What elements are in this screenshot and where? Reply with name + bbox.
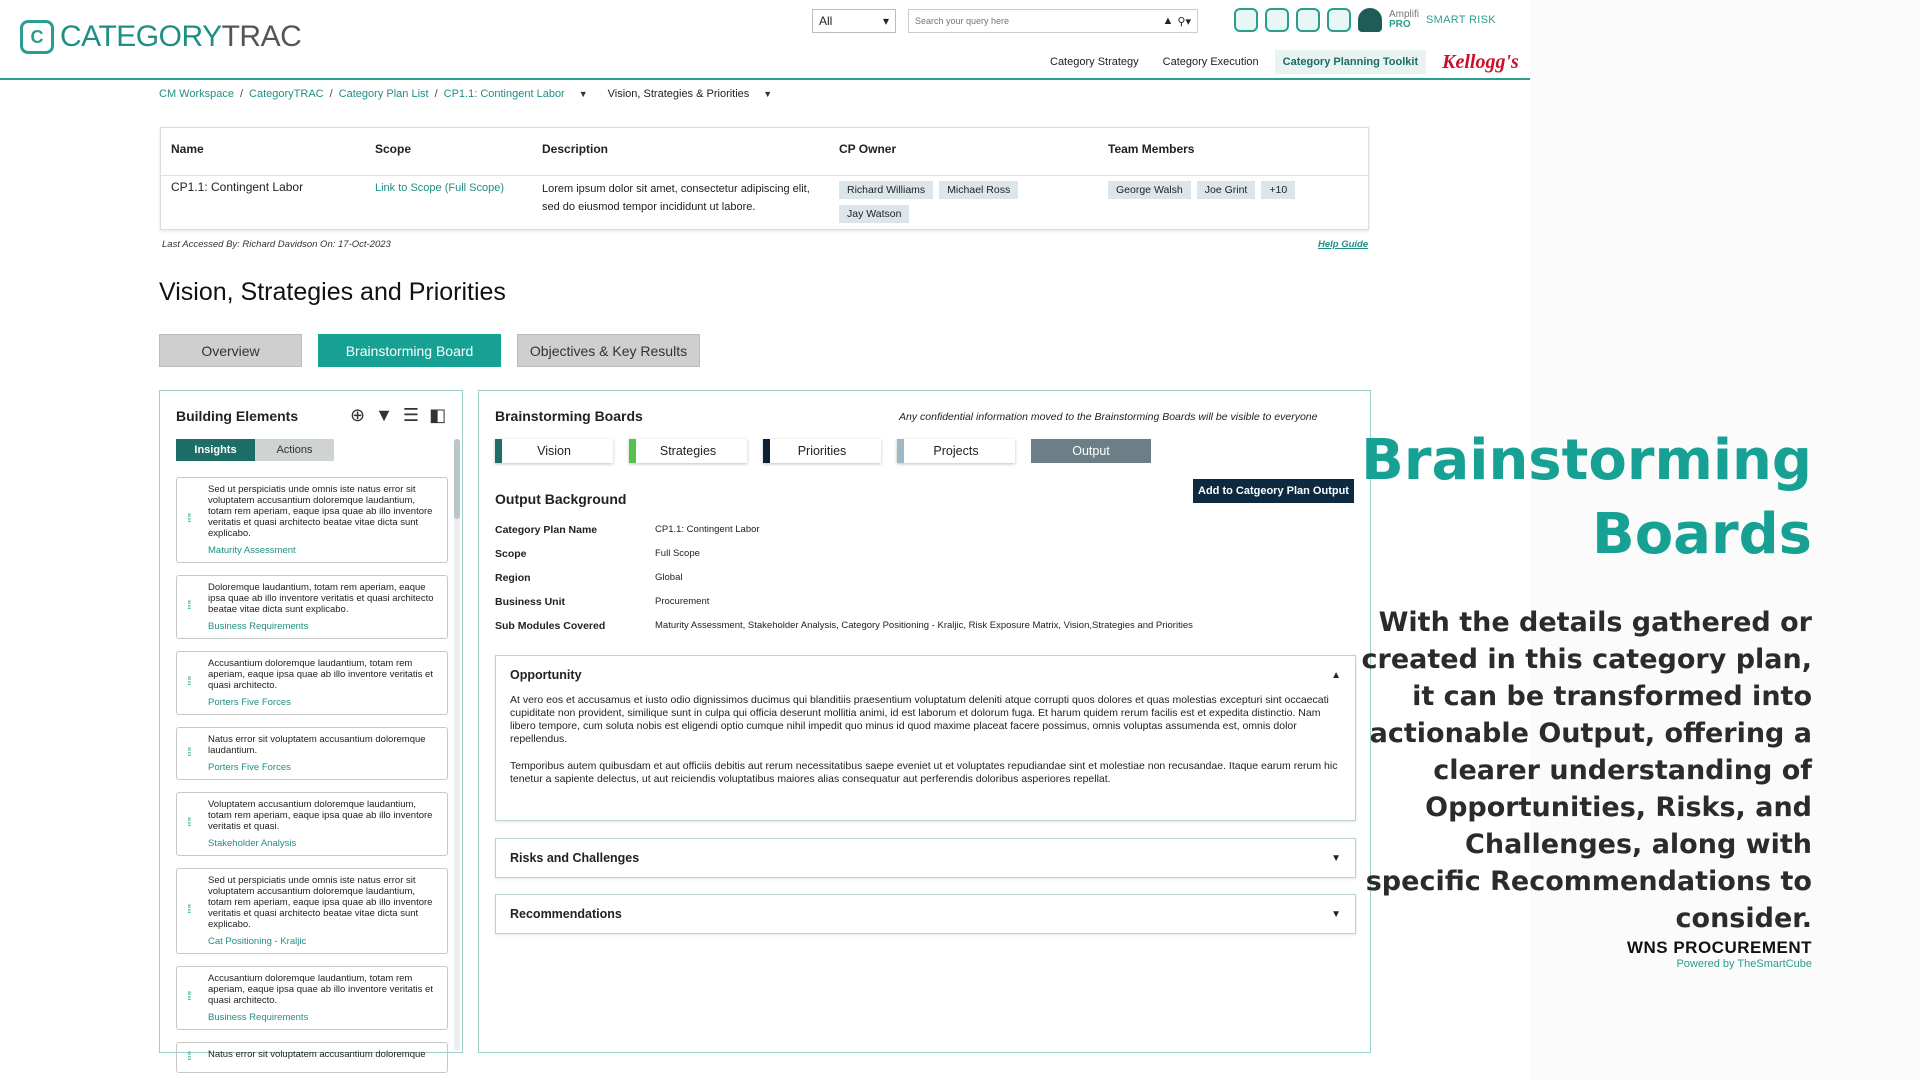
smart-risk-link[interactable]: SMART RISK [1426, 14, 1496, 26]
search-input[interactable] [915, 16, 1163, 26]
detail-key: Scope [495, 548, 527, 560]
board-tab-projects[interactable] [897, 439, 1015, 463]
amplifi-pro-label: PRO [1389, 19, 1411, 30]
brainstorming-boards-panel [478, 390, 1371, 1053]
building-elements-panel [159, 390, 463, 1063]
breadcrumb-category-plan-list[interactable]: Category Plan List [338, 88, 429, 100]
insight-card[interactable] [176, 966, 448, 1030]
page-title: Vision, Strategies and Priorities [159, 278, 506, 306]
card-tag: Stakeholder Analysis [208, 838, 297, 849]
col-header-team-members: Team Members [1108, 142, 1195, 156]
location-app-icon[interactable] [1296, 8, 1320, 32]
toggle-actions[interactable]: Actions [255, 439, 334, 461]
scrollbar-thumb[interactable] [454, 439, 460, 519]
card-text: Natus error sit voluptatem accusantium doloremque laudantium. [208, 734, 426, 756]
amplifi-pro-link[interactable] [1389, 10, 1419, 30]
card-tag: Porters Five Forces [208, 762, 291, 773]
drag-handle-icon[interactable]: ⁞⁞ [187, 815, 190, 829]
top-nav [1042, 50, 1519, 74]
team-members [1108, 181, 1301, 205]
detail-value: Global [655, 572, 683, 583]
add-to-plan-output-button[interactable]: Add to Catgeory Plan Output [1193, 479, 1354, 503]
app-launcher [1234, 8, 1496, 32]
kelloggs-logo: Kellogg's [1442, 50, 1519, 73]
col-header-cp-owner: CP Owner [839, 142, 897, 156]
drag-handle-icon[interactable]: ⁞⁞ [187, 1048, 190, 1063]
board-tab-vision[interactable] [495, 439, 613, 463]
caret-down-icon[interactable]: ▼ [578, 89, 588, 99]
board-tab-label: Vision [537, 444, 571, 458]
breadcrumb-separator: / [329, 88, 333, 100]
recommendations-section [495, 894, 1356, 934]
detail-key: Region [495, 572, 531, 584]
panel-scrollbar[interactable] [454, 439, 460, 1051]
tab-brainstorming-board[interactable]: Brainstorming Board [318, 334, 501, 367]
drag-handle-icon[interactable]: ⁞⁞ [187, 744, 190, 759]
chevron-up-icon[interactable]: ▲ [1331, 669, 1341, 681]
refresh-app-icon[interactable] [1327, 8, 1351, 32]
table-divider [161, 175, 1368, 176]
scope-select-value: All [819, 14, 833, 28]
card-text: Sed ut perspiciatis unde omnis iste natus error sit voluptatem accusantium doloremque laudantium, totam rem aperiam, eaque ipsa quae ab illo inventore veritatis et quasi architecto beatae vitae dicta sunt explicabo. [208, 875, 433, 930]
plan-name: CP1.1: Contingent Labor [171, 180, 304, 194]
building-elements-title: Building Elements [176, 408, 299, 424]
promo-title-line: Boards [1592, 502, 1812, 567]
detail-key: Business Unit [495, 596, 566, 608]
card-tag: Business Requirements [208, 621, 309, 632]
risks-section [495, 838, 1356, 878]
board-tab-label: Projects [933, 444, 979, 458]
nav-category-strategy[interactable]: Category Strategy [1050, 56, 1139, 68]
amplifi-label: Amplifi [1389, 9, 1420, 20]
breadcrumb-separator: / [434, 88, 438, 100]
tab-overview[interactable]: Overview [159, 334, 302, 367]
panel-toolbar [350, 405, 446, 426]
detail-key: Category Plan Name [495, 524, 598, 536]
wns-brand: WNS PROCUREMENT [1626, 938, 1812, 957]
tab-objectives-key-results[interactable]: Objectives & Key Results [517, 334, 700, 367]
breadcrumb-cm-workspace[interactable]: CM Workspace [159, 88, 234, 100]
col-header-name: Name [171, 142, 204, 156]
breadcrumb-current[interactable]: Vision, Strategies & Priorities [607, 88, 750, 100]
section-tabs [159, 334, 700, 367]
owner-chip[interactable]: Michael Ross [939, 181, 1018, 199]
opportunity-body [496, 694, 1355, 786]
board-tab-strategies[interactable] [629, 439, 747, 463]
detail-value: CP1.1: Contingent Labor [655, 524, 760, 535]
drag-handle-icon[interactable]: ⁞⁞ [187, 902, 190, 916]
plan-info-table [160, 127, 1369, 230]
board-tab-label: Strategies [659, 444, 717, 458]
card-tag: Porters Five Forces [208, 697, 291, 708]
breadcrumb [159, 88, 772, 100]
more-members-chip[interactable]: +10 [1261, 181, 1295, 199]
detail-key: Sub Modules Covered [495, 620, 606, 632]
promo-title [1361, 424, 1812, 572]
board-tabs [495, 439, 1151, 463]
member-chip[interactable]: Joe Grint [1197, 181, 1256, 199]
logo-text-category: CATEGORY [60, 20, 222, 53]
board-tab-color-bar [629, 439, 636, 463]
toggle-insights[interactable]: Insights [176, 439, 255, 461]
drag-handle-icon[interactable]: ⁞⁞ [187, 511, 190, 525]
insight-card[interactable] [176, 792, 448, 856]
insight-card[interactable] [176, 575, 448, 639]
opportunity-header[interactable] [496, 656, 1355, 694]
detail-value: Maturity Assessment, Stakeholder Analysis, Category Positioning - Kraljic, Risk Exposure Matrix, Vision,Strategies and Priorities [655, 620, 1193, 631]
col-header-description: Description [542, 142, 609, 156]
categorytrac-logo-icon: C [20, 20, 54, 54]
member-chip[interactable]: George Walsh [1108, 181, 1191, 199]
wns-procurement-logo [1627, 938, 1812, 970]
detail-value: Full Scope [655, 548, 700, 559]
recommendations-title: Recommendations [510, 907, 622, 921]
drag-handle-icon[interactable]: ⁞⁞ [187, 989, 190, 1003]
insight-card[interactable] [176, 477, 448, 563]
last-accessed: Last Accessed By: Richard Davidson On: 17-Oct-2023 [162, 239, 391, 250]
board-tab-color-bar [763, 439, 770, 463]
chevron-down-icon[interactable]: ▼ [1331, 908, 1341, 920]
opportunity-paragraph: Temporibus autem quibusdam et aut officiis debitis aut rerum necessitatibus saepe eveniet ut et voluptates repudiandae sint et molestiae non recusandae. Itaque earum rerum hic tenetur a sapiente delectus, ut aut reiciendis voluptatibus maiores alias consequatur aut perferendis doloribus asperiores repellat. [510, 760, 1338, 785]
drag-handle-icon[interactable]: ⁞⁞ [187, 598, 190, 612]
confidential-note: Any confidential information moved to the Brainstorming Boards will be visible to everyone [899, 411, 1318, 423]
detail-value: Procurement [655, 596, 710, 607]
drag-handle-icon[interactable]: ⁞⁞ [187, 674, 190, 688]
categorytrac-logo[interactable] [20, 20, 301, 54]
chevron-down-icon[interactable]: ▼ [1331, 852, 1341, 864]
mountain-icon[interactable]: ▲ [1162, 15, 1174, 27]
card-text: Accusantium doloremque laudantium, totam rem aperiam, eaque ipsa quae ab illo inventore veritatis et quasi architecto. [208, 973, 433, 1006]
chevron-down-icon: ▾ [882, 14, 889, 28]
sort-icon[interactable]: ☰ [402, 405, 420, 425]
risks-header[interactable] [496, 839, 1355, 877]
insight-card[interactable] [176, 727, 448, 780]
card-text: Sed ut perspiciatis unde omnis iste natus error sit voluptatem accusantium doloremque laudantium, totam rem aperiam, eaque ipsa quae ab illo inventore veritatis et quasi architecto beatae vitae dicta sunt explicabo. [208, 484, 433, 539]
user-filter-icon[interactable]: ⚲▾ [1177, 15, 1191, 28]
filter-icon[interactable]: ▼ [375, 405, 393, 425]
logo-text-trac: TRAC [221, 20, 302, 53]
add-circle-icon[interactable]: ⊕ [350, 405, 366, 425]
cp-owners [839, 181, 1079, 229]
insight-card[interactable] [176, 651, 448, 715]
card-text: Voluptatem accusantium doloremque laudantium, totam rem aperiam, eaque ipsa quae ab illo inventore veritatis et quasi. [208, 799, 433, 832]
logo-text [60, 20, 301, 54]
card-text: Natus error sit voluptatem accusantium doloremque [208, 1049, 426, 1060]
dashboard-app-icon[interactable] [1234, 8, 1258, 32]
owner-chip[interactable]: Jay Watson [839, 205, 909, 223]
breadcrumb-plan[interactable]: CP1.1: Contingent Labor [443, 88, 565, 100]
insights-actions-toggle [176, 439, 334, 461]
opportunity-title: Opportunity [510, 668, 582, 682]
powered-by: Powered by TheSmartCube [1676, 958, 1812, 970]
opportunity-section [495, 655, 1356, 821]
help-guide-link[interactable]: Help Guide [1318, 239, 1369, 250]
opportunity-paragraph: At vero eos et accusamus et iusto odio dignissimos ducimus qui blanditiis praesentium voluptatum deleniti atque corrupti quos dolores et quas molestias excepturi sint occaecati cupiditate non provident, similique sunt in culpa qui officia deserunt mollitia animi, id est laborum et dolorum fuga. Et harum quidem rerum facilis est et expedita distinctio. Nam libero tempore, cum soluta nobis est eligendi optio cumque nihil impedit quo minus id quod maxime placeat facere possimus, omnis voluptas assumenda est, omnis dolor repellendus. [510, 694, 1329, 745]
output-background-heading: Output Background [495, 491, 627, 507]
nav-category-planning-toolkit[interactable]: Category Planning Toolkit [1275, 50, 1426, 74]
caret-down-icon[interactable]: ▼ [763, 89, 773, 99]
card-tag: Business Requirements [208, 1012, 309, 1023]
board-tab-color-bar [897, 439, 904, 463]
card-tag: Maturity Assessment [208, 545, 296, 556]
board-tab-priorities[interactable] [763, 439, 881, 463]
collapse-panel-icon[interactable]: ◧ [429, 405, 447, 425]
insight-card[interactable] [176, 868, 448, 954]
card-text: Accusantium doloremque laudantium, totam rem aperiam, eaque ipsa quae ab illo inventore veritatis et quasi architecto. [208, 658, 433, 691]
header-divider [0, 78, 1530, 80]
breadcrumb-separator: / [239, 88, 244, 100]
breadcrumb-categorytrac[interactable]: CategoryTRAC [249, 88, 324, 100]
search-bar[interactable] [908, 9, 1198, 33]
owner-chip[interactable]: Richard Williams [839, 181, 933, 199]
board-tab-output[interactable]: Output [1031, 439, 1151, 463]
promo-title-line: Brainstorming [1361, 428, 1812, 493]
promo-description: With the details gathered or created in this category plan, it can be transformed into actionable Output, offering a clearer understanding of Opportunities, Risks, and Challenges, along with specific Recommendations to consider. [1361, 607, 1812, 934]
board-tab-color-bar [495, 439, 502, 463]
plan-description: Lorem ipsum dolor sit amet, consectetur adipiscing elit, sed do eiusmod tempor incididunt ut labore. [542, 183, 810, 213]
risks-title: Risks and Challenges [510, 851, 640, 865]
brainstorming-boards-title: Brainstorming Boards [495, 408, 643, 424]
card-tag: Cat Positioning - Kraljic [208, 936, 307, 947]
document-app-icon[interactable] [1265, 8, 1289, 32]
scope-select[interactable] [812, 9, 896, 33]
shield-app-icon[interactable] [1358, 8, 1382, 32]
board-tab-label: Priorities [797, 444, 847, 458]
col-header-scope: Scope [375, 142, 412, 156]
insight-card[interactable] [176, 1042, 448, 1073]
scope-link[interactable]: Link to Scope (Full Scope) [375, 182, 505, 194]
nav-category-execution[interactable]: Category Execution [1162, 56, 1259, 68]
recommendations-header[interactable] [496, 895, 1355, 933]
insight-card-list [176, 477, 448, 1085]
card-text: Doloremque laudantium, totam rem aperiam, eaque ipsa quae ab illo inventore veritatis et quasi architecto beatae vitae dicta sunt explicabo. [208, 582, 434, 615]
